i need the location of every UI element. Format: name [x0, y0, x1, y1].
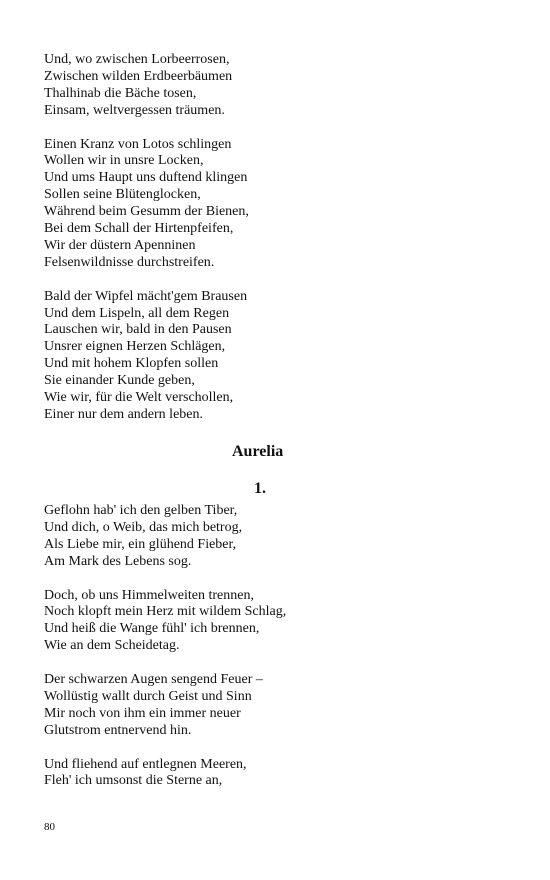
verse-line: Mir noch von ihm ein immer neuer [44, 705, 241, 721]
poem-continuation [44, 52, 514, 424]
verse-line: Doch, ob uns Himmelweiten trennen, [44, 587, 254, 603]
stanza-gap [44, 272, 514, 289]
stanza-gap [44, 740, 514, 757]
verse-line: Noch klopft mein Herz mit wildem Schlag, [44, 604, 287, 620]
verse-line: Unsrer eignen Herzen Schlägen, [44, 339, 226, 355]
stanza [44, 52, 514, 120]
verse-line: Wollen wir in unsre Locken, [44, 153, 204, 169]
verse-line: Felsenwildnisse durchstreifen. [44, 254, 215, 270]
stanza [44, 757, 514, 791]
stanza [44, 137, 514, 272]
stanza [44, 672, 514, 740]
stanza [44, 588, 514, 656]
verse-line: Wollüstig wallt durch Geist und Sinn [44, 688, 252, 704]
poem-title: Aurelia [232, 443, 284, 460]
verse-line: Und dich, o Weib, das mich betrog, [44, 519, 243, 535]
verse-line: Fleh' ich umsonst die Sterne an, [44, 773, 223, 789]
verse-line: Geflohn hab' ich den gelben Tiber, [44, 503, 238, 518]
section-number: 1. [254, 480, 266, 497]
verse-line: Einen Kranz von Lotos schlingen [44, 136, 232, 152]
verse-line: Als Liebe mir, ein glühend Fieber, [44, 536, 237, 552]
verse-line: Und mit hohem Klopfen sollen [44, 356, 219, 372]
verse-line: Und, wo zwischen Lorbeerrosen, [44, 52, 230, 67]
verse-line: Glutstrom entnervend hin. [44, 722, 192, 738]
poem-aurelia-body [44, 503, 514, 790]
verse-line: Lauschen wir, bald in den Pausen [44, 322, 232, 338]
verse-line: Und ums Haupt uns duftend klingen [44, 170, 248, 186]
verse-line: Einsam, weltvergessen träumen. [44, 102, 225, 118]
stanza-gap [44, 655, 514, 672]
verse-line: Thalhinab die Bäche tosen, [44, 85, 197, 101]
verse-line: Sollen seine Blütenglocken, [44, 187, 201, 203]
verse-line: Sie einander Kunde geben, [44, 373, 195, 389]
verse-line: Wie wir, für die Welt verschollen, [44, 390, 234, 406]
verse-line: Und dem Lispeln, all dem Regen [44, 305, 230, 321]
verse-line: Wie an dem Scheidetag. [44, 638, 180, 654]
verse-line: Einer nur dem andern leben. [44, 407, 203, 422]
verse-line: Und heiß die Wange fühl' ich brennen, [44, 621, 260, 637]
stanza [44, 289, 514, 424]
stanza [44, 503, 514, 571]
verse-line: Und fliehend auf entlegnen Meeren, [44, 756, 247, 772]
stanza-gap [44, 571, 514, 588]
verse-line: Wir der düstern Apenninen [44, 237, 196, 253]
page-number: 80 [44, 821, 55, 833]
verse-line: Der schwarzen Augen sengend Feuer – [44, 672, 263, 688]
verse-line: Zwischen wilden Erdbeerbäumen [44, 68, 233, 84]
verse-line: Am Mark des Lebens sog. [44, 553, 192, 569]
stanza-gap [44, 120, 514, 137]
verse-line: Bei dem Schall der Hirtenpfeifen, [44, 221, 234, 237]
verse-line: Während beim Gesumm der Bienen, [44, 204, 249, 220]
verse-line: Bald der Wipfel mächt'gem Brausen [44, 288, 248, 304]
